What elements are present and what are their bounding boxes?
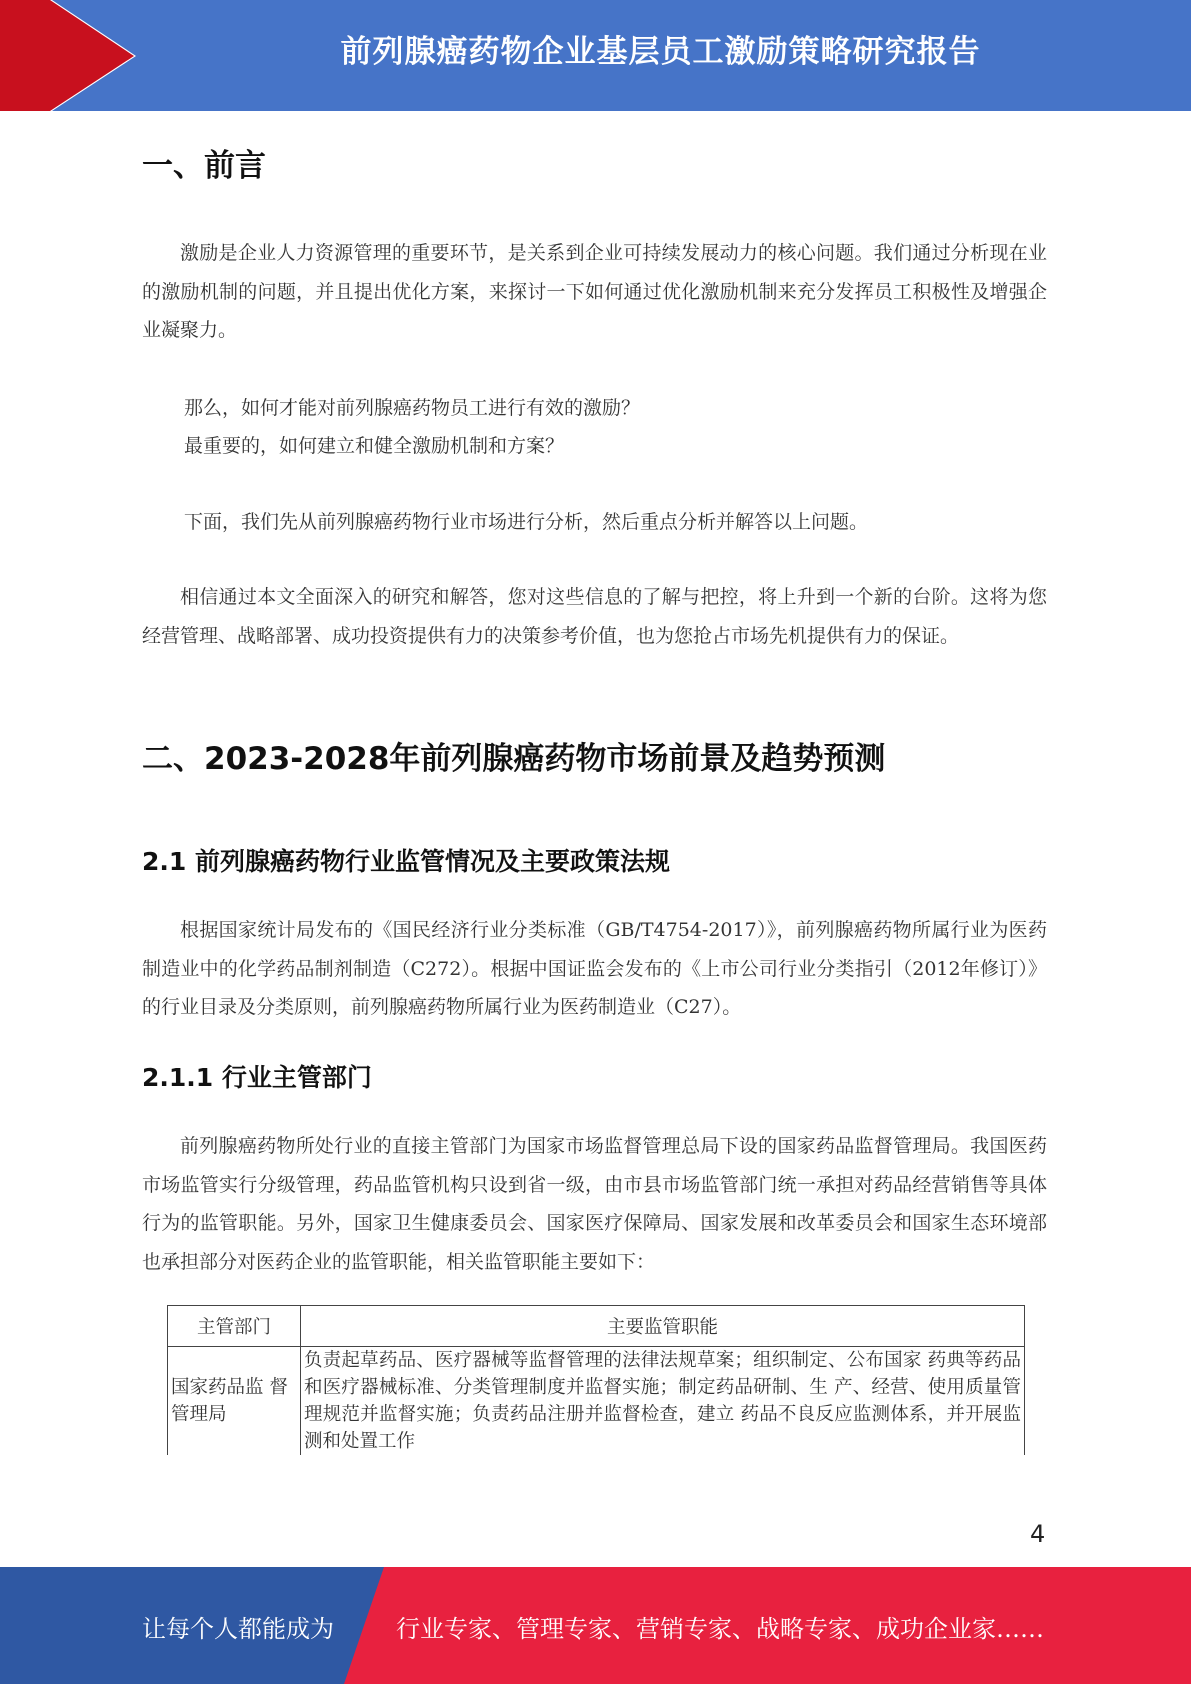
report-title: 前列腺癌药物企业基层员工激励策略研究报告: [340, 34, 981, 70]
page-footer: [0, 1567, 1191, 1684]
page-header: [0, 0, 1191, 111]
table-header-dept: 主管部门: [168, 1306, 301, 1347]
subsection-heading-2-1-1: 2.1.1 行业主管部门: [142, 1063, 372, 1092]
preface-paragraph-3: 相信通过本文全面深入的研究和解答，您对这些信息的了解与把控，将上升到一个新的台阶。这将为您经营管理、战略部署、成功投资提供有力的决策参考价值，也为您抢占市场先机提供有力的保证。: [142, 586, 1047, 647]
subsection-heading-2-1: 2.1 前列腺癌药物行业监管情况及主要政策法规: [142, 847, 670, 876]
table-cell-dept: 国家药品监 督管理局: [168, 1347, 301, 1456]
preface-question-1: 那么，如何才能对前列腺癌药物员工进行有效的激励？: [184, 397, 641, 419]
regulator-table: [167, 1305, 1025, 1455]
preface-paragraph-2: 下面，我们先从前列腺癌药物行业市场进行分析，然后重点分析并解答以上问题。: [184, 511, 869, 533]
subsection-2-1-paragraph: 根据国家统计局发布的《国民经济行业分类标准（GB/T4754-2017）》，前列腺癌药物所属行业为医药制造业中的化学药品制剂制造（C272）。根据中国证监会发布的《上市公司行业分类指引（2012年修订）》的行业目录及分类原则，前列腺癌药物所属行业为医药制造业（C27）。: [142, 919, 1047, 1018]
table-cell-duty: 负责起草药品、医疗器械等监督管理的法律法规草案；组织制定、公布国家 药典等药品和医疗器械标准、分类管理制度并监督实施；制定药品研制、生 产、经营、使用质量管理规范并监督实施；负责药品注册并监督检查，建立 药品不良反应监测体系，并开展监测和处置工作: [301, 1347, 1025, 1456]
preface-paragraph-1: 激励是企业人力资源管理的重要环节，是关系到企业可持续发展动力的核心问题。我们通过分析现在业的激励机制的问题，并且提出优化方案，来探讨一下如何通过优化激励机制来充分发挥员工积极性及增强企业凝聚力。: [142, 242, 1047, 341]
preface-question-2: 最重要的，如何建立和健全激励机制和方案？: [184, 435, 565, 457]
table-header-row: [168, 1306, 1025, 1347]
page-number: 4: [1030, 1520, 1046, 1548]
section-heading-forecast: 二、2023-2028年前列腺癌药物市场前景及趋势预测: [142, 741, 886, 777]
table-header-duty: 主要监管职能: [301, 1306, 1025, 1347]
section-heading-preface: 一、前言: [142, 148, 266, 184]
table-row: [168, 1347, 1025, 1456]
subsection-2-1-1-paragraph: 前列腺癌药物所处行业的直接主管部门为国家市场监督管理总局下设的国家药品监督管理局。我国医药市场监管实行分级管理，药品监管机构只设到省一级，由市县市场监管部门统一承担对药品经营销售等具体行为的监管职能。另外，国家卫生健康委员会、国家医疗保障局、国家发展和改革委员会和国家生态环境部也承担部分对医药企业的监管职能，相关监管职能主要如下：: [142, 1135, 1047, 1273]
footer-slogan-left: 让每个人都能成为: [142, 1615, 334, 1643]
footer-slogan-right: 行业专家、管理专家、营销专家、战略专家、成功企业家……: [396, 1615, 1044, 1643]
